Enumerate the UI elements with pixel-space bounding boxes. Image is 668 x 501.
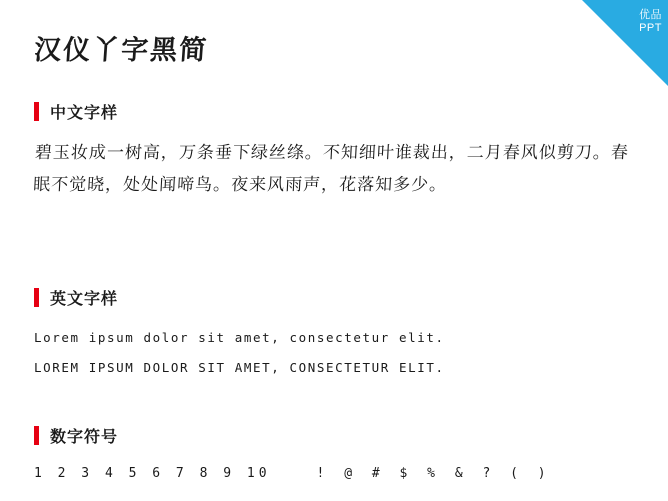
chinese-sample-text: 碧玉妆成一树高，万条垂下绿丝绦。不知细叶谁裁出，二月春风似剪刀。春眠不觉晓，处处闻啼鸟。夜来风雨声，花落知多少。 bbox=[32, 143, 630, 195]
numbers-symbols-row bbox=[34, 461, 638, 487]
red-bar-icon bbox=[34, 102, 39, 121]
section-english-sample bbox=[34, 286, 638, 383]
page-title: 汉仪丫字黑简 bbox=[32, 35, 210, 66]
brand-label bbox=[639, 9, 662, 35]
red-bar-icon bbox=[34, 288, 39, 307]
symbols-sample: ! @ # $ % & ? ( ) bbox=[316, 466, 552, 481]
section-heading-english bbox=[34, 286, 638, 309]
section-numbers-symbols bbox=[34, 424, 638, 487]
section-title-english: 英文字样 bbox=[50, 289, 119, 308]
section-chinese-sample bbox=[34, 100, 638, 201]
english-sample-uppercase: LOREM IPSUM DOLOR SIT AMET, CONSECTETUR ELIT. bbox=[34, 360, 445, 375]
section-title-numbers: 数字符号 bbox=[50, 427, 119, 446]
digits-sample: 1 2 3 4 5 6 7 8 9 10 bbox=[34, 466, 271, 481]
section-title-chinese: 中文字样 bbox=[50, 103, 119, 122]
brand-corner-ribbon bbox=[582, 0, 668, 86]
section-heading-numbers bbox=[34, 424, 638, 447]
red-bar-icon bbox=[34, 426, 39, 445]
english-sample-lowercase: Lorem ipsum dolor sit amet, consectetur elit. bbox=[34, 330, 445, 345]
brand-label-line2: PPT bbox=[639, 22, 662, 34]
brand-label-line1: 优品 bbox=[639, 9, 662, 21]
section-heading-chinese bbox=[34, 100, 638, 123]
